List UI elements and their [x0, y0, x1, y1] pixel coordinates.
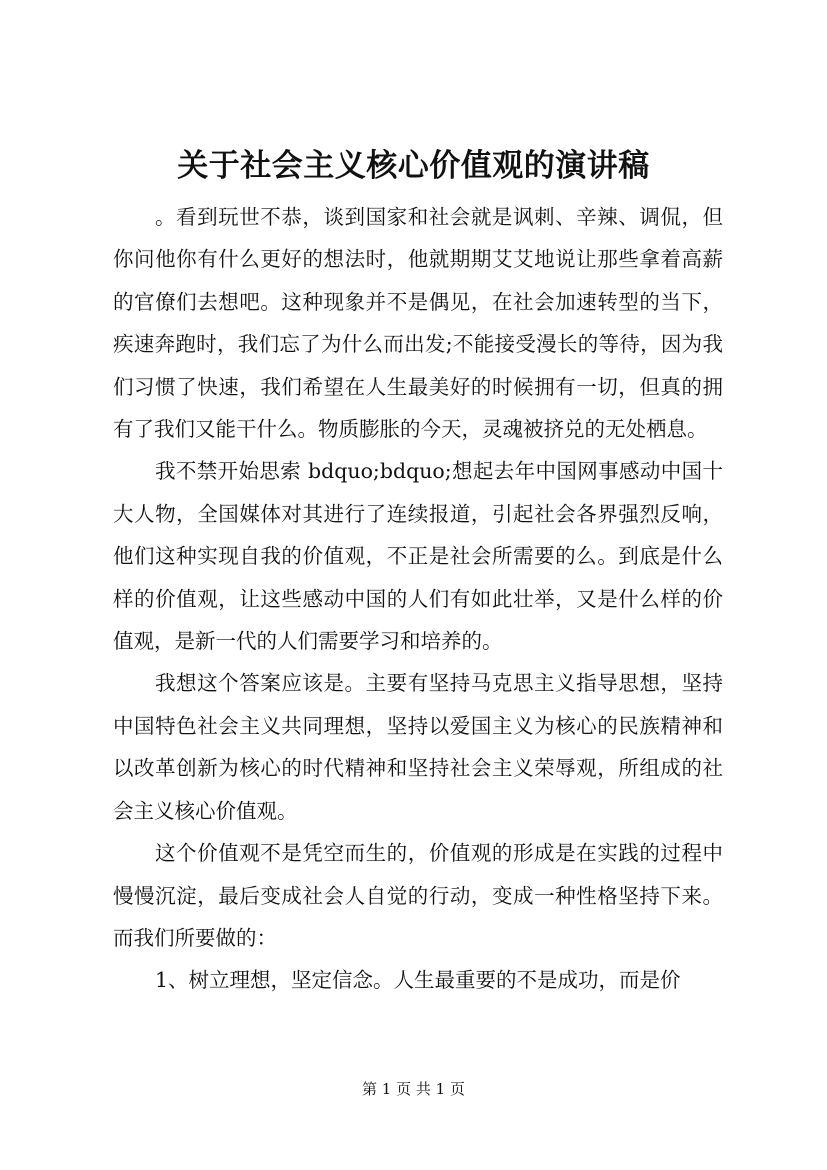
document-title: 关于社会主义核心价值观的演讲稿	[177, 148, 650, 184]
paragraph-5: 1、树立理想，坚定信念。人生最重要的不是成功，而是价	[155, 968, 681, 993]
paragraph-3: 我想这个答案应该是。主要有坚持马克思主义指导思想，坚持中国特色社会主义共同理想，坚持以爱国主义为核心的民族精神和以改革创新为核心的时代精神和坚持社会主义荣辱观，所组成的社会主义核心价值观。	[113, 671, 723, 823]
paragraph-2: 我不禁开始思索 bdquo;bdquo;想起去年中国网事感动中国十大人物，全国媒体对其进行了连续报道，引起社会各界强烈反响，他们这种实现自我的价值观，不正是社会所需要的么。到底是什么样的价值观，让这些感动中国的人们有如此壮举，又是什么样的价值观，是新一代的人们需要学习和培养的。	[113, 459, 723, 654]
paragraph-4: 这个价值观不是凭空而生的，价值观的形成是在实践的过程中慢慢沉淀，最后变成社会人自觉的行动，变成一种性格坚持下来。而我们所要做的：	[113, 841, 723, 950]
page-number-footer: 第 1 页 共 1 页	[362, 1080, 465, 1098]
paragraph-1: 。看到玩世不恭，谈到国家和社会就是讽刺、辛辣、调侃，但你问他你有什么更好的想法时，他就期期艾艾地说让那些拿着高薪的官僚们去想吧。这种现象并不是偶见，在社会加速转型的当下，疾速奔跑时，我们忘了为什么而出发;不能接受漫长的等待，因为我们习惯了快速，我们希望在人生最美好的时候拥有一切，但真的拥有了我们又能干什么。物质膨胀的今天，灵魂被挤兑的无处栖息。	[113, 205, 723, 442]
document-body	[113, 196, 723, 1002]
